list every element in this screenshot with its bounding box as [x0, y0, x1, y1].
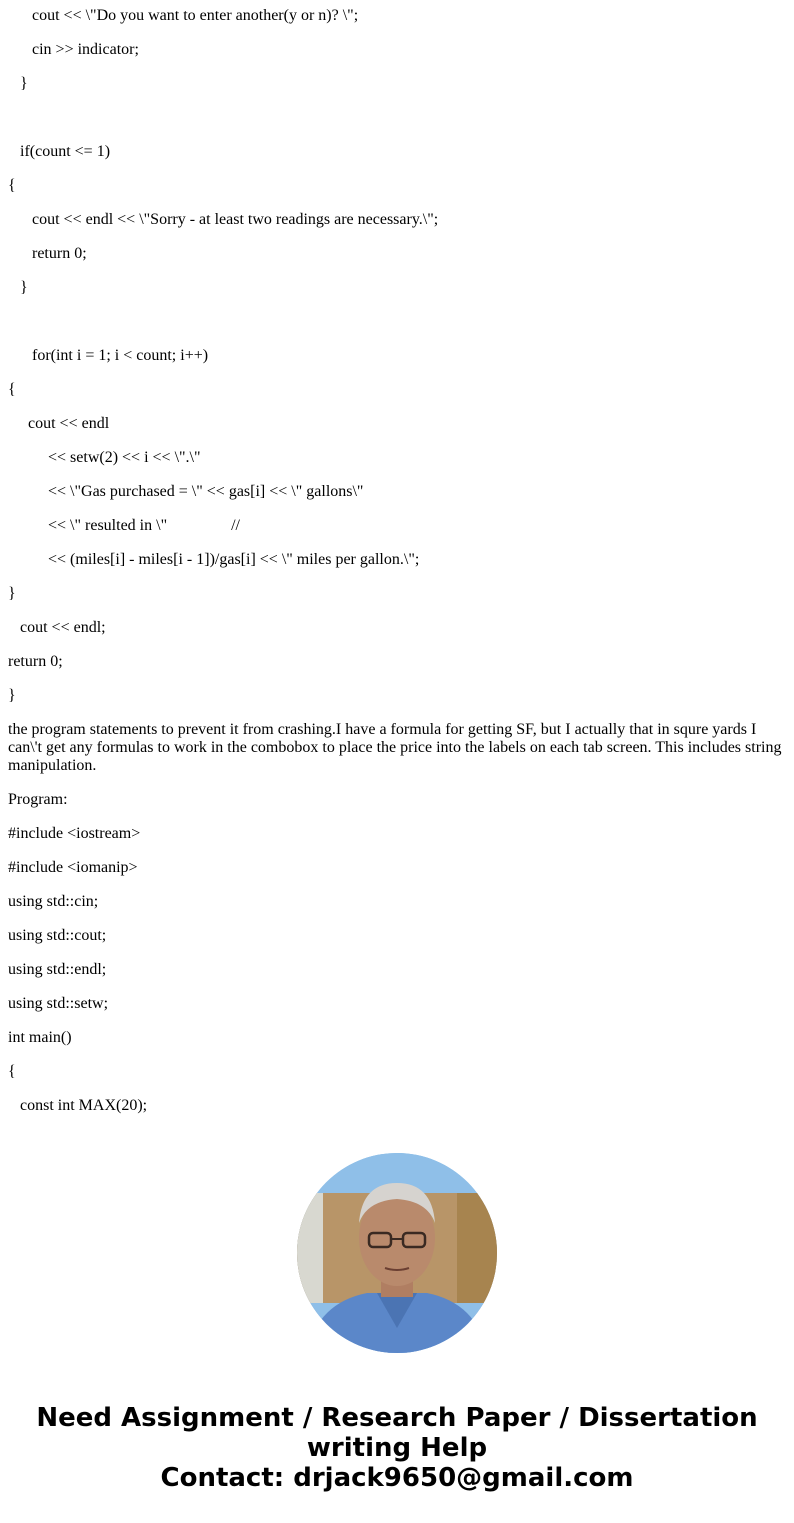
code-line: << \"Gas purchased = \" << gas[i] << \" gallons\" — [48, 483, 364, 500]
code-line: if(count <= 1) — [20, 143, 111, 160]
code-line: cout << \"Do you want to enter another(y or n)? \"; — [32, 7, 359, 24]
code-line: using std::cout; — [8, 927, 107, 944]
code-line: return 0; — [32, 245, 87, 262]
code-line: } — [20, 75, 28, 92]
promo-banner — [0, 1403, 794, 1493]
promo-line-3: Contact: drjack9650@gmail.com — [160, 1463, 634, 1493]
code-line: const int MAX(20); — [20, 1097, 148, 1114]
code-line: cout << endl << \"Sorry - at least two readings are necessary.\"; — [32, 211, 439, 228]
code-line: #include <iostream> — [8, 825, 141, 842]
code-line: } — [8, 585, 16, 602]
code-line: << setw(2) << i << \".\" — [48, 449, 201, 466]
code-line: using std::cin; — [8, 893, 99, 910]
code-line: cout << endl — [28, 415, 110, 432]
code-line: << \" resulted in \" // — [48, 517, 240, 534]
code-line: cin >> indicator; — [32, 41, 139, 58]
code-line: for(int i = 1; i < count; i++) — [32, 347, 209, 364]
code-line: } — [8, 687, 16, 704]
code-line: #include <iomanip> — [8, 859, 138, 876]
code-line: << (miles[i] - miles[i - 1])/gas[i] << \" miles per gallon.\"; — [48, 551, 420, 568]
author-avatar — [297, 1153, 497, 1353]
code-line: using std::endl; — [8, 961, 107, 978]
promo-line-2: writing Help — [306, 1433, 488, 1463]
code-line: { — [8, 177, 16, 194]
code-line: cout << endl; — [20, 619, 106, 636]
code-line: int main() — [8, 1029, 72, 1046]
program-label: Program: — [8, 791, 68, 808]
code-line: { — [8, 381, 16, 398]
question-text: the program statements to prevent it from crashing.I have a formula for getting SF, but I actually that in squre yards I can\'t get any formulas to work in the combobox to place the price into the labels on each tab screen. This includes string manipulation. — [8, 721, 782, 774]
avatar-portrait — [297, 1153, 497, 1353]
code-line: return 0; — [8, 653, 63, 670]
code-line: { — [8, 1063, 16, 1080]
code-line: using std::setw; — [8, 995, 109, 1012]
code-line: } — [20, 279, 28, 296]
promo-line-1: Need Assignment / Research Paper / Dissertation — [36, 1403, 758, 1433]
